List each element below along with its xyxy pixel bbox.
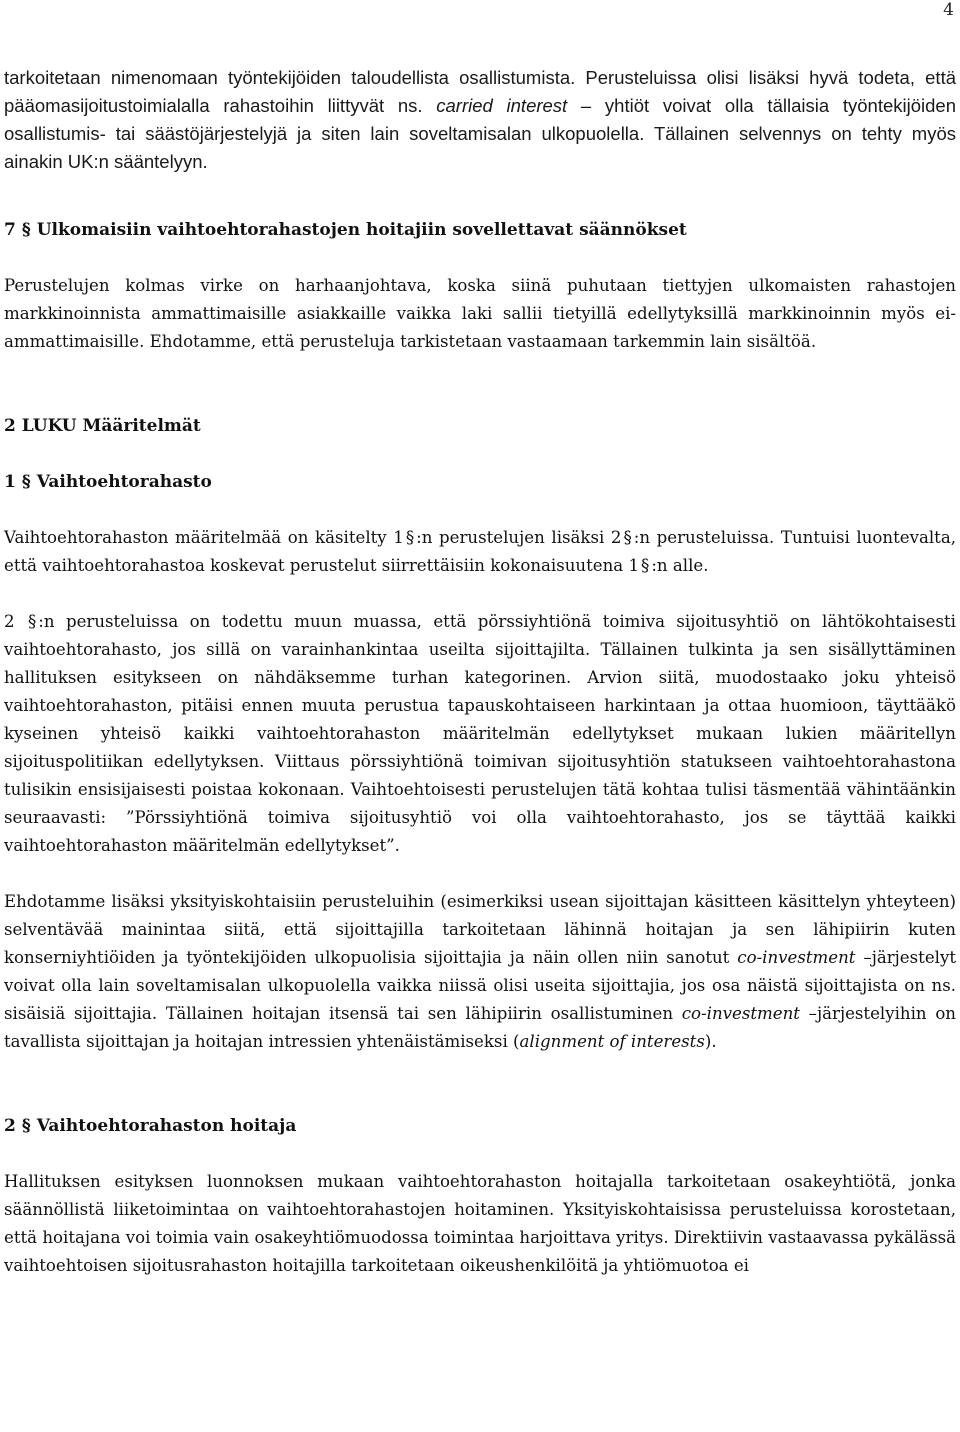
section-heading-2: 2 § Vaihtoehtorahaston hoitaja xyxy=(4,1116,297,1136)
paragraph-individual-reasoning: Ehdotamme lisäksi yksityiskohtaisiin perusteluihin (esimerkiksi usean sijoittajan käsitteen käsittelyn yhteyteen) selventävää mainintaa siitä, että sijoittajilla tarkoitetaan lähinnä hoitajan ja sen lähipiirin kuten konserniyhtiöiden ja työntekijöiden ulkopuolisia sijoittajia ja näin ollen niin sanotut co-investment –järjestelyt voivat olla lain soveltamisalan ulkopuolella vaikka niissä olisi useita sijoittajia, jos osa näistä sijoittajista on ns. sisäisiä sijoittajia. Tällainen hoitajan itsensä tai sen lähipiirin osallistuminen co-investment –järjestelyihin on tavallista sijoittajan ja hoitajan intressien yhtenäistämiseksi (alignment of interests). xyxy=(4,892,956,1051)
section-heading-7: 7 § Ulkomaisiin vaihtoehtorahastojen hoitajiin sovellettavat säännökset xyxy=(4,220,687,240)
page-number: 4 xyxy=(943,0,954,20)
document-body xyxy=(4,64,956,1280)
chapter-heading-2: 2 LUKU Määritelmät xyxy=(4,416,201,436)
paragraph-section-2-reference: 2 § :n perusteluissa on todettu muun muassa, että pörssiyhtiönä toimiva sijoitusyhtiö on lähtökohtaisesti vaihtoehtorahasto, jos sillä on varainhankintaa useilta sijoittajilta. Tällainen tulkinta ja sen sisällyttäminen hallituksen esitykseen on nähdäksemme turhan kategorinen. Arvion siitä, muodostaako joku yhteisö vaihtoehtorahaston, pitäisi ennen muuta perustua tapauskohtaiseen harkintaan ja ottaa huomioon, täyttääkö kyseinen yhteisö kaikki vaihtoehtorahaston määritelmän edellytykset mukaan lukien määritellyn sijoituspolitiikan edellytyksen. Viittaus pörssiyhtiönä toimivan sijoitusyhtiön statukseen vaihtoehtorahastona tulisikin ensisijaisesti poistaa kokonaan. Vaihtoehtoisesti perustelujen tätä kohtaa tulisi täsmentää vähintäänkin seuraavasti: ”Pörssiyhtiönä toimiva sijoitusyhtiö voi olla vaihtoehtorahasto, jos se täyttää kaikki vaihtoehtorahaston määritelmän edellytykset”. xyxy=(4,612,956,855)
section-heading-1: 1 § Vaihtoehtorahasto xyxy=(4,472,212,492)
paragraph-section-7: Perustelujen kolmas virke on harhaanjohtava, koska siinä puhutaan tiettyjen ulkomaisten rahastojen markkinoinnista ammattimaisille asiakkaille vaikka laki sallii tietyillä edellytyksillä markkinoinnin myös ei-ammattimaisille. Ehdotamme, että perusteluja tarkistetaan vastaamaan tarkemmin lain sisältöä. xyxy=(4,276,956,351)
paragraph-intro: tarkoitetaan nimenomaan työntekijöiden taloudellista osallistumista. Perusteluissa olisi lisäksi hyvä todeta, että pääomasijoitustoimialalla rahastoihin liittyvät ns. carried interest – yhtiöt voivat olla tällaisia työntekijöiden osallistumis- tai säästöjärjestelyjä ja siten lain soveltamisalan ulkopuolella. Tällainen selvennys on tehty myös ainakin UK:n sääntelyyn. xyxy=(4,67,956,172)
paragraph-section-2: Hallituksen esityksen luonnoksen mukaan vaihtoehtorahaston hoitajalla tarkoitetaan osakeyhtiötä, jonka säännöllistä liiketoimintaa on vaihtoehtorahastojen hoitaminen. Yksityiskohtaisissa perusteluissa korostetaan, että hoitajana voi toimia vain osakeyhtiömuodossa toimintaa harjoittava yritys. Direktiivin vastaavassa pykälässä vaihtoehtoisen sijoitusrahaston hoitajilla tarkoitetaan oikeushenkilöitä ja yhtiömuotoa ei xyxy=(4,1172,956,1275)
paragraph-section-1: Vaihtoehtorahaston määritelmää on käsitelty 1 § :n perustelujen lisäksi 2 § :n perusteluissa. Tuntuisi luontevalta, että vaihtoehtorahastoa koskevat perustelut siirrettäisiin kokonaisuutena 1 § :n alle. xyxy=(4,528,956,575)
